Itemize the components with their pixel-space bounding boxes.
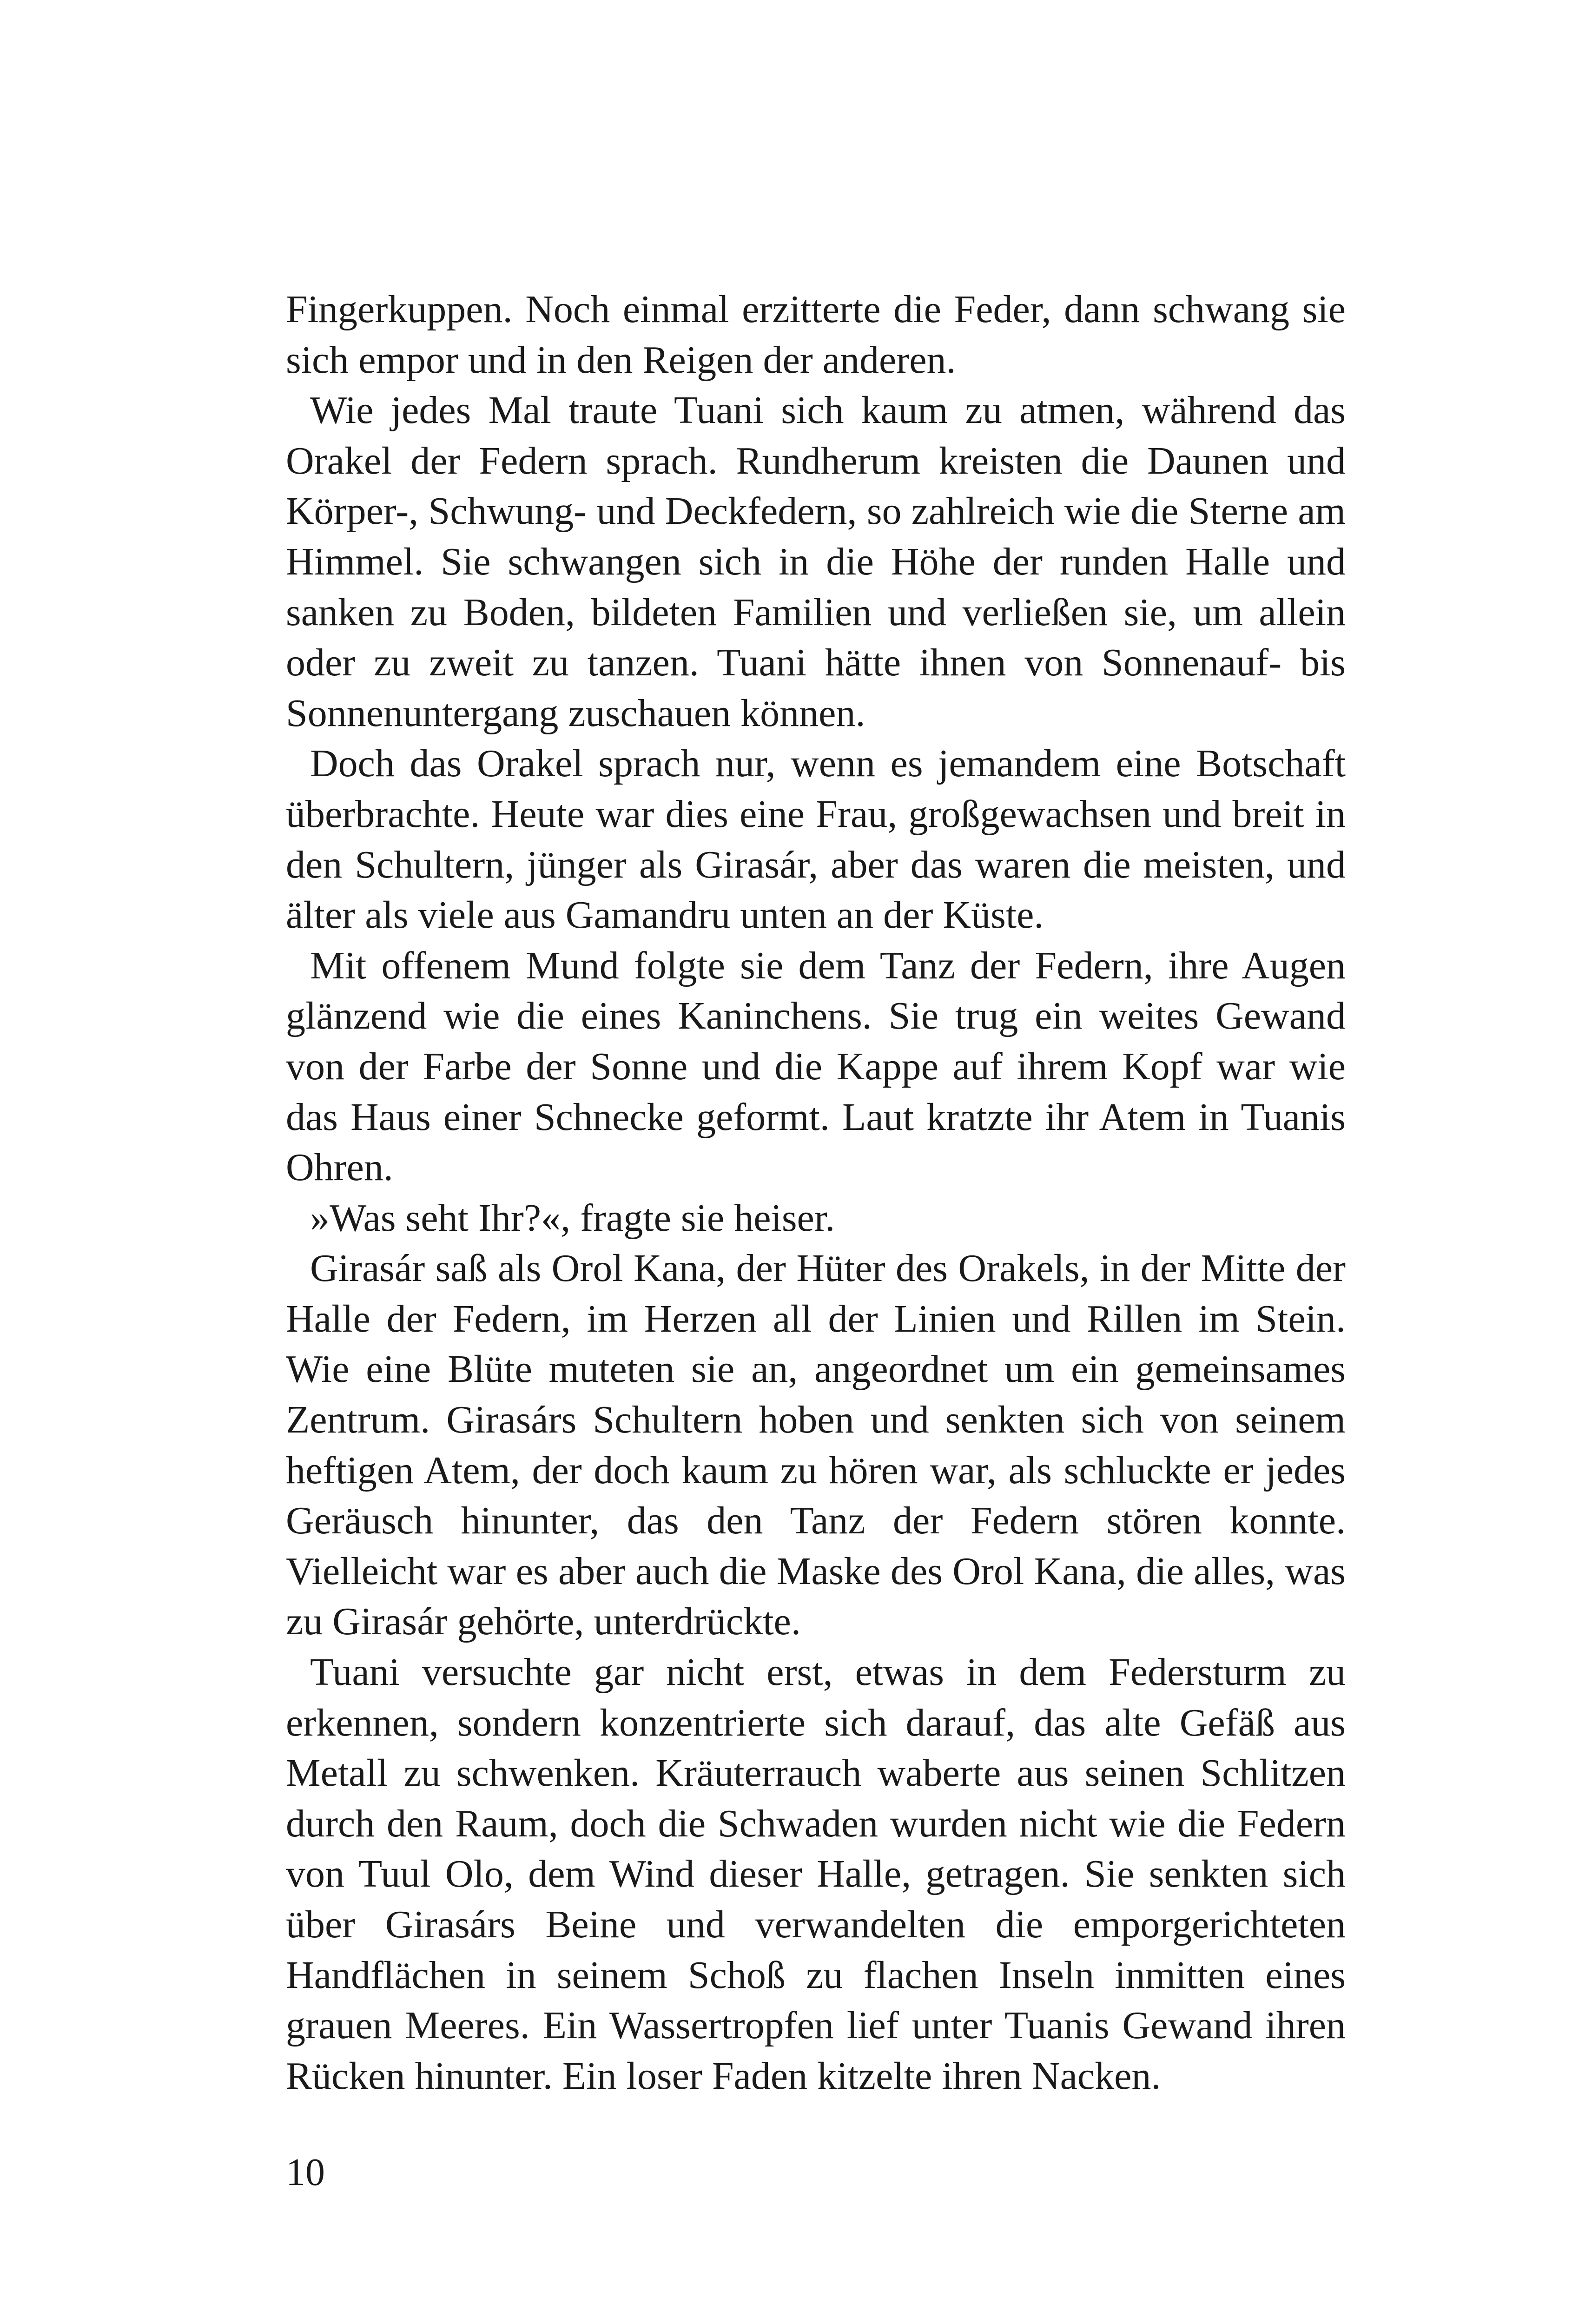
paragraph-3: Doch das Orakel sprach nur, wenn es jemandem eine Botschaft überbrachte. Heute war dies eine Frau, großgewachsen und breit in den Schultern, jünger als Girasár, aber das waren die meisten, und älter als viele aus Gamandru unten an der Küste. [286,742,1346,937]
paragraph-5: »Was seht Ihr?«, fragte sie heiser. [310,1196,835,1240]
paragraph-2: Wie jedes Mal traute Tuani sich kaum zu atmen, während das Orakel der Federn sprach. Rundherum kreisten die Daunen und Körper-, Schwung- und Deckfedern, so zahlreich wie die Sterne am Himmel. Sie schwangen sich in die Höhe der runden Halle und sanken zu Boden, bildeten Familien und verließen sie, um allein oder zu zweit zu tanzen. Tuani hätte ihnen von Sonnenauf- bis Sonnenuntergang zuschauen können. [286,389,1346,735]
paragraph-6: Girasár saß als Orol Kana, der Hüter des Orakels, in der Mitte der Halle der Federn, im Herzen all der Linien und Rillen im Stein. Wie eine Blüte muteten sie an, angeordnet um ein gemeinsames Zentrum. Girasárs Schultern hoben und senkten sich von seinem heftigen Atem, der doch kaum zu hören war, als schluckte er jedes Geräusch hinunter, das den Tanz der Federn stören konnte. Vielleicht war es aber auch die Maske des Orol Kana, die alles, was zu Girasár gehörte, unterdrückte. [286,1247,1346,1644]
paragraph-1: Fingerkuppen. Noch einmal erzitterte die Feder, dann schwang sie sich empor und in den Reigen der anderen. [286,288,1346,382]
paragraph-7: Tuani versuchte gar nicht erst, etwas in dem Federsturm zu erkennen, sondern konzentrierte sich darauf, das alte Gefäß aus Metall zu schwenken. Kräuterrauch waberte aus seinen Schlitzen durch den Raum, doch die Schwaden wurden nicht wie die Federn von Tuul Olo, dem Wind dieser Halle, getragen. Sie senkten sich über Girasárs Beine und verwandelten die emporgerichteten Handflächen in seinem Schoß zu flachen Inseln inmitten eines grauen Meeres. Ein Wassertropfen lief unter Tuanis Gewand ihren Rücken hinunter. Ein loser Faden kitzelte ihren Nacken. [286,1651,1346,2098]
paragraph-4: Mit offenem Mund folgte sie dem Tanz der Federn, ihre Augen glänzend wie die eines Kaninchens. Sie trug ein weites Gewand von der Farbe der Sonne und die Kappe auf ihrem Kopf war wie das Haus einer Schnecke geformt. Laut kratzte ihr Atem in Tuanis Ohren. [286,944,1346,1189]
page-number: 10 [286,2151,325,2194]
body-text [286,284,1346,2101]
